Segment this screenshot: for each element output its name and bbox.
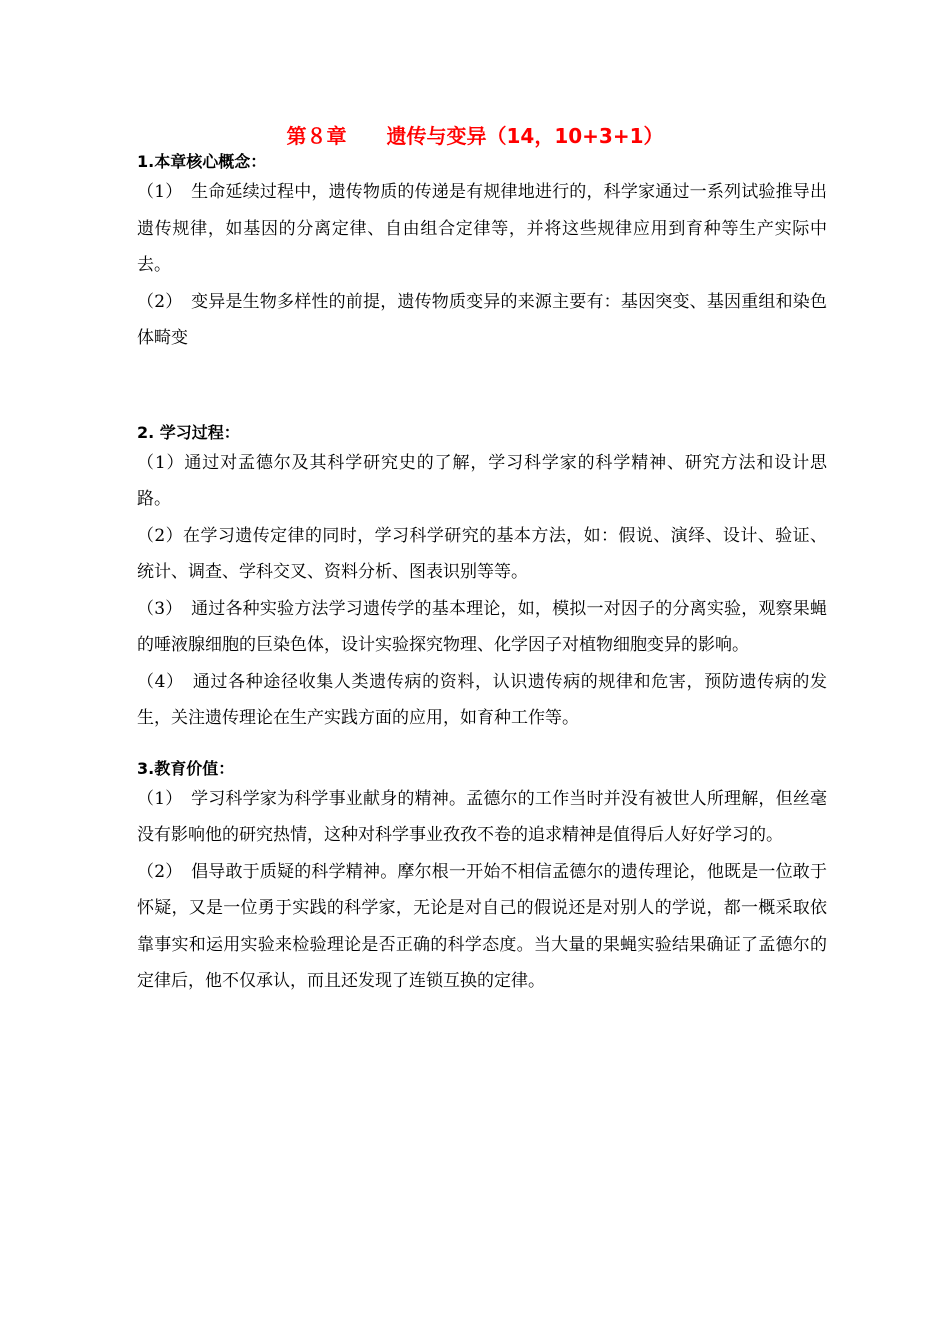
document-body xyxy=(137,150,827,1000)
paragraph-item: （2） 倡导敢于质疑的科学精神。摩尔根一开始不相信孟德尔的遗传理论，他既是一位敢于怀疑，又是一位勇于实践的科学家，无论是对自己的假说还是对别人的学说，都一概采取依靠事实和运用实验来检验理论是否正确的科学态度。当大量的果蝇实验结果确证了孟德尔的定律后，他不仅承认，而且还发现了连锁互换的定律。 xyxy=(137,861,827,991)
page-title: 第８章 遗传与变异（14，10+3+1） xyxy=(286,124,664,148)
section-learning-process xyxy=(137,421,827,737)
section-spacer xyxy=(137,737,827,757)
paragraph-item: （1） 生命延续过程中，遗传物质的传递是有规律地进行的，科学家通过一系列试验推导出遗传规律，如基因的分离定律、自由组合定律等，并将这些规律应用到育种等生产实际中去。 xyxy=(137,182,827,275)
paragraph-item: （2）在学习遗传定律的同时，学习科学研究的基本方法，如：假说、演绎、设计、验证、统计、调查、学科交叉、资料分析、图表识别等等。 xyxy=(137,525,827,582)
section-core-concepts xyxy=(137,150,827,357)
paragraph-item: （1） 学习科学家为科学事业献身的精神。孟德尔的工作当时并没有被世人所理解，但丝毫没有影响他的研究热情，这种对科学事业孜孜不卷的追求精神是值得后人好好学习的。 xyxy=(137,788,827,845)
paragraph-item: （2） 变异是生物多样性的前提，遗传物质变异的来源主要有：基因突变、基因重组和染色体畸变 xyxy=(137,291,827,348)
paragraph-item: （1）通过对孟德尔及其科学研究史的了解，学习科学家的科学精神、研究方法和设计思路。 xyxy=(137,452,827,509)
section-heading: 2. 学习过程： xyxy=(137,422,240,442)
paragraph-item: （3） 通过各种实验方法学习遗传学的基本理论，如，模拟一对因子的分离实验，观察果蝇的唾液腺细胞的巨染色体，设计实验探究物理、化学因子对植物细胞变异的影响。 xyxy=(137,598,827,655)
paragraph-item: （4） 通过各种途径收集人类遗传病的资料，认识遗传病的规律和危害，预防遗传病的发生，关注遗传理论在生产实践方面的应用，如育种工作等。 xyxy=(137,671,827,728)
section-educational-value xyxy=(137,757,827,1000)
section-spacer xyxy=(137,357,827,421)
section-heading: 1.本章核心概念： xyxy=(137,152,267,171)
section-heading: 3.教育价值： xyxy=(137,758,235,778)
